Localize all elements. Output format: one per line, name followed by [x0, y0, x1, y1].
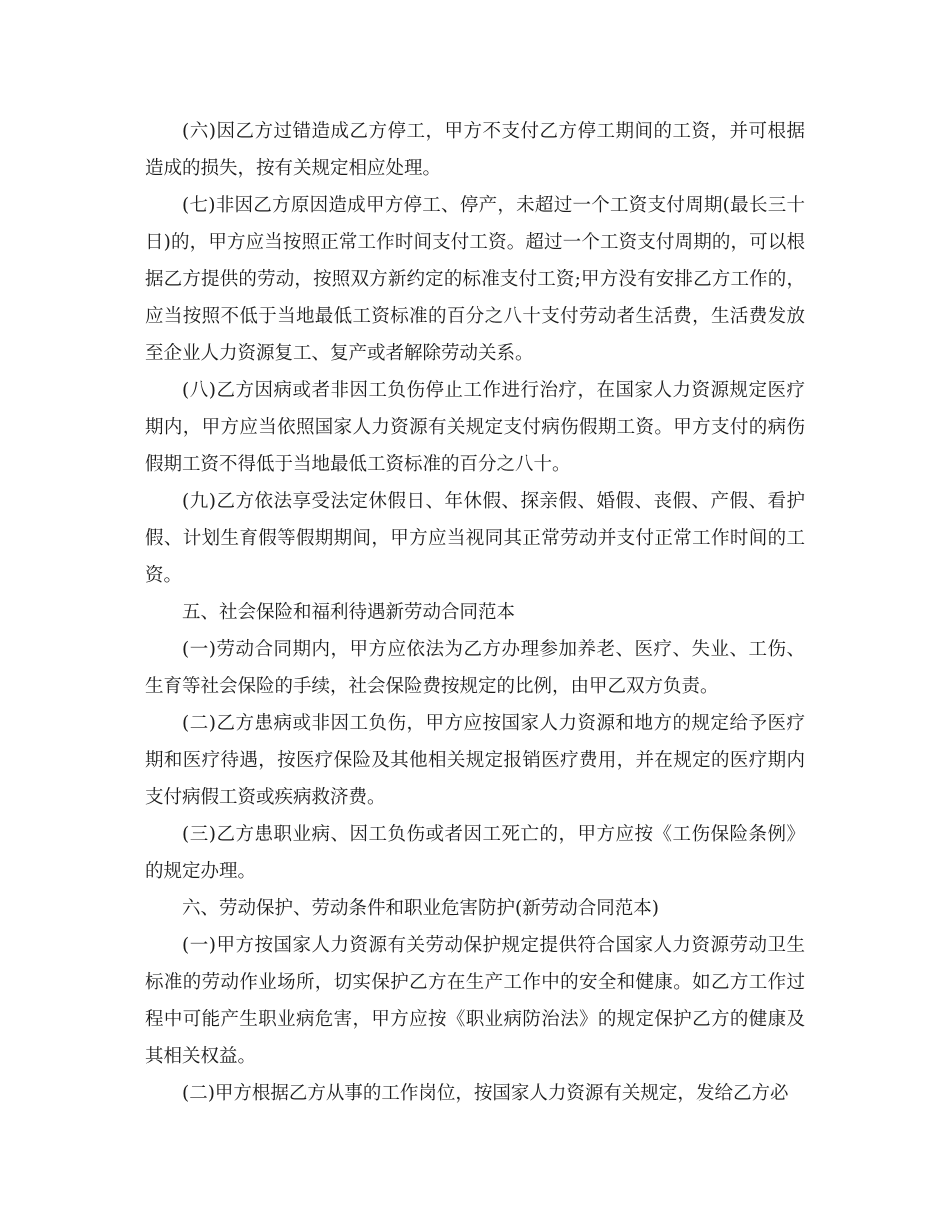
section-heading-5: 五、社会保险和福利待遇新劳动合同范本	[182, 602, 516, 623]
paragraph-clause-6: (六)因乙方过错造成乙方停工，甲方不支付乙方停工期间的工资，并可根据造成的损失，按有关规定相应处理。	[145, 121, 805, 179]
paragraph-section6-clause-1: (一)甲方按国家人力资源有关劳动保护规定提供符合国家人力资源劳动卫生标准的劳动作业场所，切实保护乙方在生产工作中的安全和健康。如乙方工作过程中可能产生职业病危害，甲方应按《职业病防治法》的规定保护乙方的健康及其相关权益。	[145, 935, 805, 1067]
paragraph-section5-clause-1: (一)劳动合同期内，甲方应依法为乙方办理参加养老、医疗、失业、工伤、生育等社会保险的手续，社会保险费按规定的比例，由甲乙双方负责。	[145, 639, 805, 697]
paragraph-clause-8: (八)乙方因病或者非因工负伤停止工作进行治疗，在国家人力资源规定医疗期内，甲方应当依照国家人力资源有关规定支付病伤假期工资。甲方支付的病伤假期工资不得低于当地最低工资标准的百分之八十。	[145, 380, 805, 475]
paragraph-section5-clause-3: (三)乙方患职业病、因工负伤或者因工死亡的，甲方应按《工伤保险条例》的规定办理。	[145, 824, 805, 882]
document-body	[145, 113, 805, 1112]
paragraph-clause-9: (九)乙方依法享受法定休假日、年休假、探亲假、婚假、丧假、产假、看护假、计划生育假等假期期间，甲方应当视同其正常劳动并支付正常工作时间的工资。	[145, 491, 805, 586]
paragraph-clause-7: (七)非因乙方原因造成甲方停工、停产，未超过一个工资支付周期(最长三十日)的，甲方应当按照正常工作时间支付工资。超过一个工资支付周期的，可以根据乙方提供的劳动，按照双方新约定的标准支付工资;甲方没有安排乙方工作的，应当按照不低于当地最低工资标准的百分之八十支付劳动者生活费，生活费发放至企业人力资源复工、复产或者解除劳动关系。	[145, 195, 805, 364]
paragraph-section6-clause-2: (二)甲方根据乙方从事的工作岗位，按国家人力资源有关规定，发给乙方必	[182, 1083, 789, 1104]
section-heading-6: 六、劳动保护、劳动条件和职业危害防护(新劳动合同范本)	[182, 898, 659, 919]
paragraph-section5-clause-2: (二)乙方患病或非因工负伤，甲方应按国家人力资源和地方的规定给予医疗期和医疗待遇，按医疗保险及其他相关规定报销医疗费用，并在规定的医疗期内支付病假工资或疾病救济费。	[145, 713, 805, 808]
